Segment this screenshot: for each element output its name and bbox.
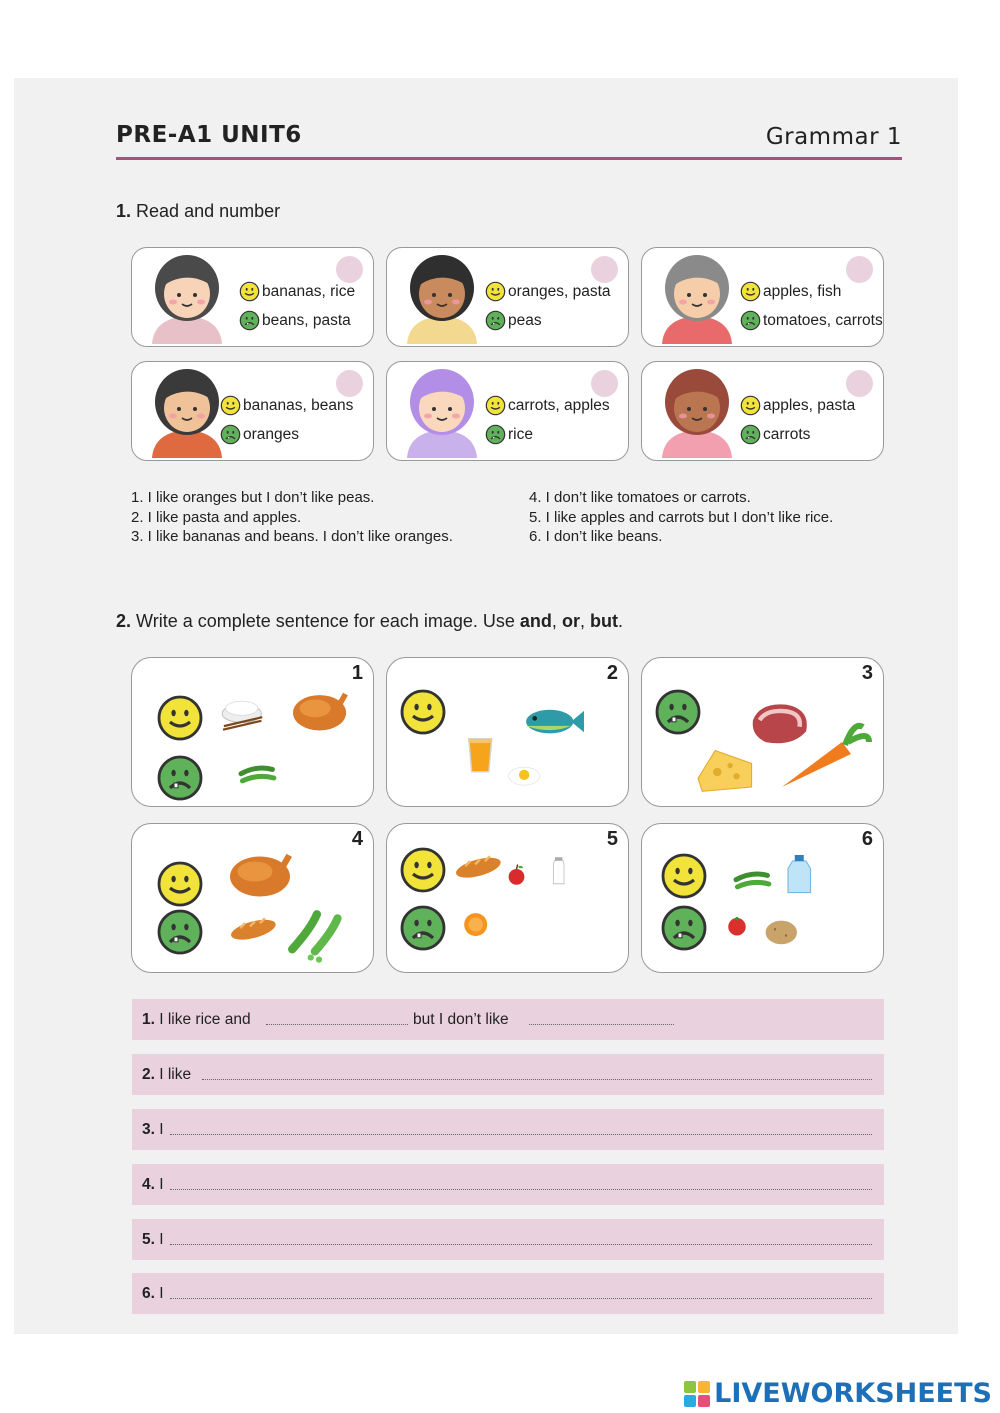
answer-blank-5[interactable] xyxy=(170,1244,872,1245)
picture-card-6 xyxy=(641,823,884,973)
egg-icon xyxy=(499,762,557,803)
person-avatar xyxy=(397,366,487,458)
rice-icon xyxy=(218,694,278,749)
answer-line-1[interactable] xyxy=(132,999,884,1040)
exercise-2-instruction: Write a complete sentence for each image. Use xyxy=(136,611,515,631)
green-beans-icon xyxy=(724,864,788,909)
picture-number: 4 xyxy=(351,828,363,850)
sad-face-icon xyxy=(156,754,204,802)
statement: 2. I like pasta and apples. xyxy=(131,508,302,526)
likes-text: apples, pasta xyxy=(763,396,856,414)
happy-face-icon xyxy=(220,395,241,416)
sad-face-icon xyxy=(399,904,447,952)
answer-blank-1a[interactable] xyxy=(266,1024,408,1025)
sad-face-icon xyxy=(485,310,506,331)
potato-icon xyxy=(760,912,812,961)
sad-face-icon xyxy=(485,424,506,445)
person-card-3[interactable] xyxy=(641,247,884,347)
answer-prompt: I xyxy=(159,1176,164,1193)
likes-text: bananas, rice xyxy=(262,282,356,300)
statement: 1. I like oranges but I don’t like peas. xyxy=(131,489,375,506)
dislikes-text: peas xyxy=(508,311,542,329)
picture-number: 5 xyxy=(606,828,618,850)
keyword-but: but xyxy=(589,611,618,631)
happy-face-icon xyxy=(399,846,447,894)
peas-icon xyxy=(286,908,352,975)
picture-card-1 xyxy=(131,657,374,807)
separator: , xyxy=(579,611,585,631)
answer-number: 4. xyxy=(142,1176,155,1193)
number-drop-circle[interactable] xyxy=(846,370,873,397)
answer-prompt: I xyxy=(159,1231,164,1248)
keyword-or: or xyxy=(561,611,580,631)
bread-icon xyxy=(222,910,288,961)
number-drop-circle[interactable] xyxy=(336,370,363,397)
sad-face-icon xyxy=(156,908,204,956)
apple-icon xyxy=(503,858,539,903)
answer-number: 6. xyxy=(142,1285,155,1302)
answer-prompt: I like rice and xyxy=(159,1011,251,1028)
separator: , xyxy=(551,611,557,631)
happy-face-icon xyxy=(740,395,761,416)
dislikes-line xyxy=(485,310,542,331)
statement: 4. I don’t like tomatoes or carrots. xyxy=(529,489,751,506)
picture-card-4 xyxy=(131,823,374,973)
person-card-6[interactable] xyxy=(641,361,884,461)
person-card-1[interactable] xyxy=(131,247,374,347)
picture-number: 3 xyxy=(861,662,873,684)
dislikes-line xyxy=(485,424,533,445)
answer-blank-3[interactable] xyxy=(170,1134,872,1135)
happy-face-icon xyxy=(156,694,204,742)
picture-number: 1 xyxy=(351,662,363,684)
answer-number: 3. xyxy=(142,1121,155,1138)
happy-face-icon xyxy=(740,281,761,302)
brand-icon xyxy=(684,1381,710,1407)
answer-text-1 xyxy=(142,1011,251,1029)
person-avatar xyxy=(397,252,487,344)
tomato-icon xyxy=(722,908,762,953)
person-card-4[interactable] xyxy=(131,361,374,461)
chicken-icon xyxy=(288,684,360,751)
likes-text: bananas, beans xyxy=(243,396,354,414)
carrot-icon xyxy=(776,718,872,807)
statements-right xyxy=(529,488,833,547)
answer-text-1b: but I don’t like xyxy=(413,1011,509,1028)
answer-text-5 xyxy=(142,1231,164,1249)
answer-prompt: I xyxy=(159,1285,164,1302)
picture-card-3 xyxy=(641,657,884,807)
happy-face-icon xyxy=(156,860,204,908)
answer-number: 2. xyxy=(142,1066,155,1083)
answer-text-6 xyxy=(142,1285,164,1303)
dislikes-line xyxy=(740,424,810,445)
separator: . xyxy=(617,611,623,631)
answer-line-4[interactable] xyxy=(132,1164,884,1205)
dislikes-text: rice xyxy=(508,425,533,443)
dislikes-text: carrots xyxy=(763,425,811,443)
number-drop-circle[interactable] xyxy=(336,256,363,283)
answer-prompt: I xyxy=(159,1121,164,1138)
page-title: PRE-A1 UNIT6 xyxy=(116,122,302,148)
sad-face-icon xyxy=(660,904,708,952)
picture-number: 2 xyxy=(606,662,618,684)
answer-blank-4[interactable] xyxy=(170,1189,872,1190)
fish-icon xyxy=(509,698,599,763)
likes-line xyxy=(485,281,611,302)
sad-face-icon xyxy=(220,424,241,445)
page-subtitle: Grammar 1 xyxy=(765,124,902,150)
exercise-1-instruction: Read and number xyxy=(136,201,281,221)
person-avatar xyxy=(142,366,232,458)
likes-text: apples, fish xyxy=(763,282,842,300)
dislikes-text: beans, pasta xyxy=(262,311,351,329)
exercise-2-heading xyxy=(116,611,623,632)
orange-icon xyxy=(457,904,503,953)
cheese-icon xyxy=(692,742,764,807)
green-beans-icon xyxy=(228,758,294,803)
statements-left xyxy=(131,488,453,547)
person-avatar xyxy=(142,252,232,344)
sad-face-icon xyxy=(239,310,260,331)
keyword-and: and xyxy=(519,611,552,631)
sad-face-icon xyxy=(740,310,761,331)
number-drop-circle[interactable] xyxy=(846,256,873,283)
answer-text-4 xyxy=(142,1176,164,1194)
milk-icon xyxy=(547,838,581,907)
answer-text-2 xyxy=(142,1066,191,1084)
happy-face-icon xyxy=(239,281,260,302)
person-card-5[interactable] xyxy=(386,361,629,461)
answer-prompt: I like xyxy=(159,1066,192,1083)
dislikes-line xyxy=(740,310,883,331)
person-avatar xyxy=(652,252,742,344)
likes-line xyxy=(239,281,355,302)
likes-text: carrots, apples xyxy=(508,396,610,414)
exercise-1-heading xyxy=(116,201,280,222)
exercise-2-number: 2. xyxy=(116,611,132,631)
title-rule xyxy=(116,157,902,160)
answer-line-5[interactable] xyxy=(132,1219,884,1260)
answer-number: 5. xyxy=(142,1231,155,1248)
happy-face-icon xyxy=(660,852,708,900)
person-card-2[interactable] xyxy=(386,247,629,347)
happy-face-icon xyxy=(485,281,506,302)
statement: 6. I don’t like beans. xyxy=(529,528,663,545)
dislikes-text: tomatoes, carrots xyxy=(763,311,883,329)
exercise-1-number: 1. xyxy=(116,201,132,221)
number-drop-circle[interactable] xyxy=(591,256,618,283)
answer-line-6[interactable] xyxy=(132,1273,884,1314)
picture-card-2 xyxy=(386,657,629,807)
dislikes-text: oranges xyxy=(243,425,300,443)
happy-face-icon xyxy=(399,688,447,736)
answer-number: 1. xyxy=(142,1011,155,1028)
brand-name: LIVEWORKSHEETS xyxy=(714,1378,992,1409)
sad-face-icon xyxy=(740,424,761,445)
answer-line-3[interactable] xyxy=(132,1109,884,1150)
person-avatar xyxy=(652,366,742,458)
picture-number: 6 xyxy=(861,828,873,850)
dislikes-line xyxy=(220,424,299,445)
statement: 5. I like apples and carrots but I don’t like rice. xyxy=(529,508,834,526)
likes-line xyxy=(485,395,610,416)
liveworksheets-logo xyxy=(684,1378,992,1409)
sad-face-icon xyxy=(654,688,702,736)
picture-card-5 xyxy=(386,823,629,973)
dislikes-line xyxy=(239,310,351,331)
happy-face-icon xyxy=(485,395,506,416)
answer-blank-1b[interactable] xyxy=(529,1024,674,1025)
likes-text: oranges, pasta xyxy=(508,282,611,300)
likes-line xyxy=(740,281,841,302)
likes-line xyxy=(740,395,855,416)
likes-line xyxy=(220,395,353,416)
statement: 3. I like bananas and beans. I don’t like oranges. xyxy=(131,528,453,545)
number-drop-circle[interactable] xyxy=(591,370,618,397)
answer-blank-2[interactable] xyxy=(202,1079,872,1080)
water-icon xyxy=(782,838,830,913)
answer-blank-6[interactable] xyxy=(170,1298,872,1299)
answer-line-2[interactable] xyxy=(132,1054,884,1095)
answer-text-3 xyxy=(142,1121,164,1139)
